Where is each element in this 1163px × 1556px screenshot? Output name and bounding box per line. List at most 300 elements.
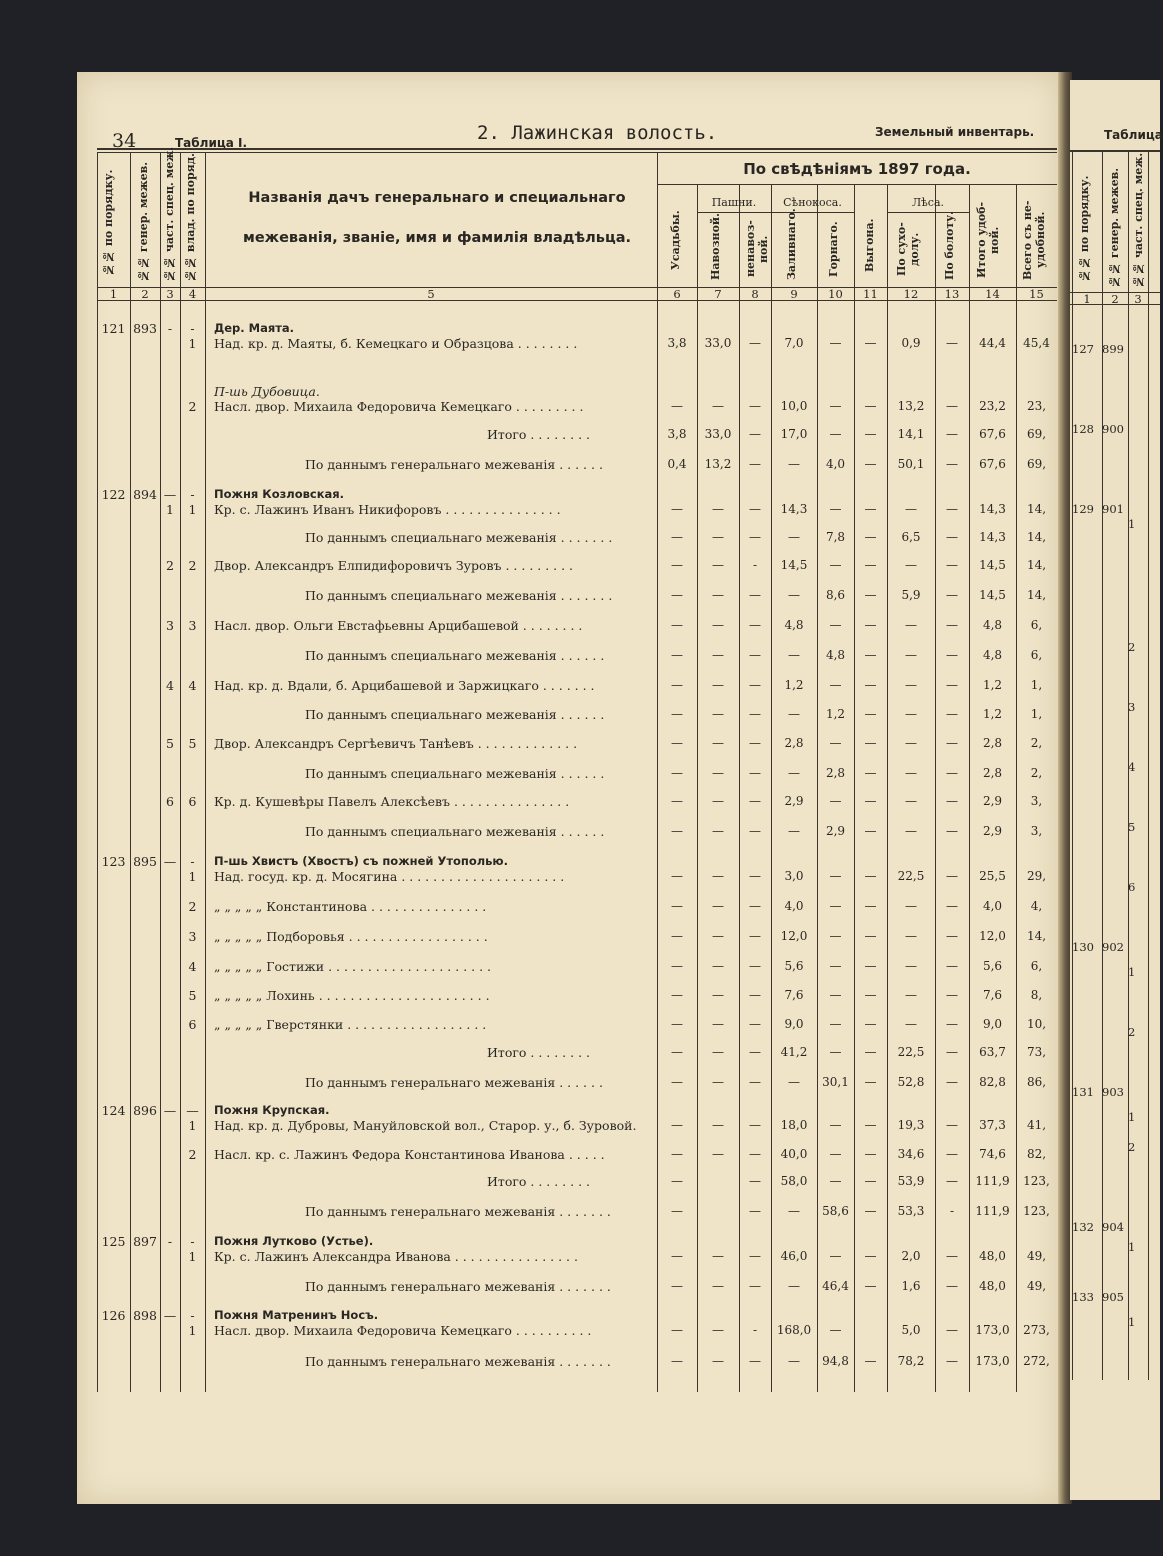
row-value: — [864, 427, 877, 441]
row-value: — [788, 1075, 800, 1089]
row-value: — [749, 399, 761, 413]
row-number-n1: 121 [101, 321, 126, 336]
row-value: — [788, 648, 800, 662]
row-number-n2: 895 [133, 854, 157, 869]
row-value: 41, [1026, 1118, 1047, 1132]
row-value: — [905, 707, 917, 721]
row-value: 3, [1030, 824, 1043, 838]
row-value: 4, [1030, 899, 1043, 913]
row-number-n3: - [167, 1234, 173, 1249]
row-value: — [749, 1174, 761, 1188]
row-value: — [829, 678, 842, 692]
row-value: 14,5 [979, 558, 1006, 572]
row-number-n4: — [186, 1103, 199, 1118]
row-number-n4: 6 [188, 794, 197, 809]
next-page-entry: 1 [1128, 517, 1136, 531]
row-number-n4: - [190, 487, 195, 502]
row-number-n4: 5 [188, 736, 197, 751]
row-number-n4: 3 [188, 618, 197, 633]
name-header-line2: межеванія, званіе, имя и фамилія владѣльца. [242, 230, 632, 246]
table-row [77, 648, 1060, 668]
row-value: 14, [1026, 558, 1047, 572]
row-value: — [671, 1354, 683, 1368]
col-header-po-bolotu: По болоту. [943, 210, 956, 280]
row-value: 46,4 [822, 1279, 849, 1293]
row-value: — [712, 1045, 724, 1059]
row-value: — [829, 502, 842, 516]
col-header-gornogo: Горнаго. [827, 221, 840, 277]
row-value: 13,2 [897, 399, 925, 413]
header-rule-top [97, 148, 1057, 150]
row-value: 25,5 [979, 869, 1006, 883]
row-value: — [671, 588, 683, 602]
row-value: 52,8 [897, 1075, 925, 1089]
row-value: — [905, 618, 917, 632]
row-value: 1,2 [784, 678, 804, 692]
row-value: — [671, 502, 683, 516]
row-value: 7,6 [982, 988, 1003, 1002]
row-value: 14, [1026, 530, 1047, 544]
row-value: — [712, 618, 724, 632]
row-value: 45,4 [1023, 336, 1050, 350]
col-header-1: №№ по порядку. [102, 169, 115, 277]
row-value: — [671, 988, 683, 1002]
row-value: — [671, 530, 683, 544]
row-value: — [749, 1204, 761, 1218]
table-label: Таблица I. [175, 136, 248, 150]
row-value: 1,2 [982, 678, 1003, 692]
row-value: — [946, 502, 958, 516]
row-value: — [788, 588, 800, 602]
next-page-vline [1072, 150, 1073, 1380]
row-value: — [946, 1147, 958, 1161]
row-value: — [749, 427, 761, 441]
row-value: — [829, 1249, 842, 1263]
row-name: По даннымъ специальнаго межеванія . . . . . . . [305, 588, 613, 603]
row-value: — [788, 766, 800, 780]
row-value: — [712, 959, 724, 973]
row-value: 82,8 [979, 1075, 1006, 1089]
row-number-n4: - [190, 1234, 195, 1249]
row-number-n2: 898 [133, 1308, 157, 1323]
col-header-vygona: Выгона. [863, 218, 876, 272]
table-row [77, 899, 1060, 919]
row-value: — [712, 929, 724, 943]
row-value: — [788, 1279, 800, 1293]
row-value: — [864, 1017, 877, 1031]
row-value: — [864, 457, 877, 471]
row-value: 50,1 [897, 457, 925, 471]
row-value: 1, [1030, 678, 1043, 692]
row-value: — [829, 1118, 842, 1132]
row-value: 123, [1023, 1204, 1050, 1218]
next-col-number: 3 [1134, 292, 1142, 306]
group-rule-senokosa [771, 212, 854, 213]
row-value: — [788, 1204, 800, 1218]
row-value: — [749, 502, 761, 516]
row-value: — [671, 1045, 683, 1059]
row-value: — [788, 707, 800, 721]
next-page-entry: 901 [1102, 502, 1124, 516]
row-name: Итого . . . . . . . . [487, 1174, 590, 1189]
row-number-n2: 893 [133, 321, 157, 336]
row-value: 173,0 [975, 1323, 1010, 1337]
row-value: — [946, 427, 958, 441]
row-value: 40,0 [780, 1147, 808, 1161]
row-value: — [671, 794, 683, 808]
row-name: Насл. двор. Михаила Федоровича Кемецкаго . . . . . . . . . [214, 399, 584, 414]
row-value: — [749, 794, 761, 808]
row-value: 12,0 [979, 929, 1006, 943]
table-row [77, 558, 1060, 578]
row-number-n1: 126 [101, 1308, 126, 1323]
row-value: — [712, 794, 724, 808]
row-value: 111,9 [975, 1204, 1010, 1218]
row-name: Насл. кр. с. Лажинъ Федора Константинова Иванова . . . . . [214, 1147, 605, 1162]
row-number-n4: 1 [188, 1118, 197, 1133]
table-row [77, 869, 1060, 889]
row-name: „ „ „ „ „ Подборовья . . . . . . . . . . . . . . . . . . [214, 929, 488, 944]
row-value: 4,8 [784, 618, 804, 632]
row-value: — [864, 824, 877, 838]
row-value: 78,2 [897, 1354, 925, 1368]
row-value: — [749, 1249, 761, 1263]
row-value: 69, [1026, 457, 1047, 471]
row-value: 6, [1030, 618, 1043, 632]
table-row [77, 457, 1060, 477]
row-value: — [749, 707, 761, 721]
row-value: 4,0 [784, 899, 804, 913]
row-value: 7,8 [825, 530, 846, 544]
row-value: — [905, 558, 917, 572]
row-value: - [752, 1323, 758, 1337]
page-number: 34 [112, 130, 137, 152]
row-value: — [864, 1075, 877, 1089]
row-value: 14,5 [979, 588, 1006, 602]
row-value: — [946, 707, 958, 721]
table-row [77, 530, 1060, 550]
col-number: 3 [166, 287, 174, 301]
row-name: Итого . . . . . . . . [487, 427, 590, 442]
next-page-entry: 2 [1128, 1140, 1136, 1154]
row-value: — [905, 502, 917, 516]
row-name: Кр. с. Лажинъ Иванъ Никифоровъ . . . . . . . . . . . . . . . [214, 502, 561, 517]
row-value: — [864, 988, 877, 1002]
table-row [77, 736, 1060, 756]
row-value: — [749, 736, 761, 750]
row-value: 67,6 [979, 457, 1006, 471]
row-value: — [829, 1174, 842, 1188]
row-value: 1,2 [825, 707, 846, 721]
next-page-entry: 904 [1102, 1220, 1124, 1234]
row-name: По даннымъ генеральнаго межеванія . . . . . . [305, 1075, 603, 1090]
row-value: 30,1 [822, 1075, 849, 1089]
row-value: — [864, 530, 877, 544]
row-value: 2, [1030, 736, 1043, 750]
row-value: — [864, 502, 877, 516]
table-row [77, 824, 1060, 844]
row-name: Пожня Матренинъ Носъ. [214, 1308, 379, 1322]
row-value: — [788, 1354, 800, 1368]
row-value: — [712, 736, 724, 750]
next-page-entry: 905 [1102, 1290, 1124, 1304]
row-value: — [946, 530, 958, 544]
row-value: 272, [1023, 1354, 1050, 1368]
row-value: — [788, 530, 800, 544]
table-row [77, 618, 1060, 638]
row-value: 0,9 [901, 336, 921, 350]
row-value: — [946, 766, 958, 780]
col-number: 5 [427, 287, 435, 301]
row-value: — [712, 824, 724, 838]
row-value: — [712, 678, 724, 692]
row-name: Двор. Александръ Сергѣевичъ Танѣевъ . . . . . . . . . . . . . [214, 736, 578, 751]
row-value: — [946, 869, 958, 883]
row-value: — [829, 899, 842, 913]
row-value: 14, [1026, 929, 1047, 943]
table-row [77, 766, 1060, 786]
row-value: — [712, 502, 724, 516]
row-name: По даннымъ генеральнаго межеванія . . . . . . . [305, 1204, 611, 1219]
row-value: — [864, 1249, 877, 1263]
section-title: 2. Лажинская волость. [477, 122, 718, 144]
row-value: 2,9 [982, 824, 1003, 838]
row-value: 3, [1030, 794, 1043, 808]
row-value: — [905, 824, 917, 838]
row-number-n1: 124 [101, 1103, 126, 1118]
row-value: — [946, 399, 958, 413]
row-value: 14, [1026, 588, 1047, 602]
row-name: „ „ „ „ „ Константинова . . . . . . . . . . . . . . . [214, 899, 487, 914]
row-value: 3,0 [784, 869, 804, 883]
row-number-n3: 4 [166, 678, 174, 693]
row-value: — [864, 707, 877, 721]
row-value: 33,0 [704, 336, 732, 350]
next-page-entry: 131 [1072, 1085, 1094, 1099]
row-name: Над. кр. д. Дубровы, Мануйловской вол., Старор. у., б. Зуровой. [214, 1118, 637, 1133]
next-page-entry: 900 [1102, 422, 1124, 436]
row-value: 14,3 [979, 502, 1006, 516]
next-col-header-2: №№ генер. межев. [1108, 167, 1121, 288]
row-value: — [864, 929, 877, 943]
row-value: 2,0 [901, 1249, 921, 1263]
row-value: — [829, 427, 842, 441]
row-value: — [864, 1354, 877, 1368]
row-value: — [864, 1279, 877, 1293]
row-value: — [749, 457, 761, 471]
row-value: — [905, 929, 917, 943]
col-number: 2 [141, 287, 149, 301]
row-name: Пожня Лутково (Устье). [214, 1234, 374, 1248]
next-page-entry: 127 [1072, 342, 1094, 356]
row-value: — [946, 336, 958, 350]
row-number-n2: 897 [133, 1234, 157, 1249]
row-value: — [712, 530, 724, 544]
row-value: 6, [1030, 648, 1043, 662]
row-value: 49, [1026, 1249, 1047, 1263]
col-number: 10 [828, 287, 843, 301]
row-value: — [829, 736, 842, 750]
group-header-lesa: Лѣса. [911, 196, 945, 209]
row-value: — [712, 648, 724, 662]
row-value: — [671, 959, 683, 973]
col-number: 11 [863, 287, 878, 301]
row-value: — [788, 824, 800, 838]
row-number-n1: 122 [101, 487, 126, 502]
row-number-n4: 1 [188, 502, 197, 517]
row-number-n3: 5 [166, 736, 174, 751]
col-header-navoznoy: Навозной. [709, 213, 722, 280]
table-row [77, 1323, 1060, 1343]
row-number-n3: — [163, 487, 177, 502]
row-value: — [829, 929, 842, 943]
row-value: — [671, 929, 683, 943]
next-page-entry: 1 [1128, 1110, 1136, 1124]
row-number-n4: 1 [188, 869, 197, 884]
row-value: 86, [1026, 1075, 1047, 1089]
row-value: — [864, 959, 877, 973]
row-value: — [749, 1147, 761, 1161]
row-value: — [864, 794, 877, 808]
row-name: Насл. двор. Михаила Федоровича Кемецкаго . . . . . . . . . . [214, 1323, 592, 1338]
row-value: 53,3 [897, 1204, 925, 1218]
row-number-n3: 2 [166, 558, 174, 573]
col-number: 15 [1029, 287, 1044, 301]
row-value: — [749, 899, 761, 913]
row-number-n4: 2 [188, 899, 197, 914]
row-value: — [829, 959, 842, 973]
row-value: — [946, 1017, 958, 1031]
row-value: 4,0 [982, 899, 1003, 913]
next-page-entry: 899 [1102, 342, 1124, 356]
row-number-n4: 5 [188, 988, 197, 1003]
row-value: — [749, 336, 761, 350]
table-row [77, 1075, 1060, 1095]
table-row [77, 988, 1060, 1008]
row-value: — [712, 766, 724, 780]
group-header-senokosa: Сѣнокоса. [783, 196, 842, 209]
table-row [77, 1017, 1060, 1037]
row-number-n4: 1 [188, 1323, 197, 1338]
col-header-usadby: Усадьбы. [669, 210, 682, 270]
row-name: По даннымъ генеральнаго межеванія . . . . . . . [305, 1279, 611, 1294]
row-value: 6,5 [901, 530, 921, 544]
row-value: — [864, 678, 877, 692]
row-value: - [949, 1204, 955, 1218]
row-value: — [749, 1354, 761, 1368]
row-value: 14,3 [979, 530, 1006, 544]
row-value: — [749, 766, 761, 780]
col-header-itogo-udob: Итого удоб-ной. [975, 201, 1001, 279]
next-page-entry: 5 [1128, 820, 1136, 834]
row-value: — [946, 794, 958, 808]
next-col-number: 2 [1111, 292, 1119, 306]
row-number-n4: 2 [188, 558, 197, 573]
row-value: 34,6 [897, 1147, 925, 1161]
col-header-2: №№ генер. межев. [137, 161, 150, 282]
row-value: 33,0 [704, 427, 732, 441]
row-value: — [905, 959, 917, 973]
col-header-nenavoznoy: ненавоз-ной. [744, 220, 770, 278]
row-value: — [671, 558, 683, 572]
row-value: — [946, 1075, 958, 1089]
row-value: — [946, 1323, 958, 1337]
row-value: — [671, 618, 683, 632]
row-value: 5,9 [901, 588, 921, 602]
col-header-po-sukhodolu: По сухо-долу. [895, 222, 921, 276]
name-header-line1: Названія дачъ генеральнаго и специальнаго [248, 190, 626, 206]
row-value: - [752, 558, 758, 572]
next-page-vline [1102, 150, 1103, 1380]
row-value: 14,3 [780, 502, 808, 516]
row-name: Кр. д. Кушевѣры Павелъ Алексѣевъ . . . . . . . . . . . . . . . [214, 794, 570, 809]
row-value: — [829, 399, 842, 413]
row-value: — [671, 766, 683, 780]
row-value: 23,2 [979, 399, 1006, 413]
row-value: 4,8 [982, 618, 1003, 632]
row-number-n4: 6 [188, 1017, 197, 1032]
row-value: 5,6 [784, 959, 804, 973]
row-value: — [946, 1045, 958, 1059]
row-value: — [946, 1354, 958, 1368]
row-value: — [905, 899, 917, 913]
row-value: 46,0 [780, 1249, 808, 1263]
row-value: 94,8 [822, 1354, 849, 1368]
row-value: — [671, 869, 683, 883]
row-value: 67,6 [979, 427, 1006, 441]
row-value: — [712, 1323, 724, 1337]
row-value: 69, [1026, 427, 1047, 441]
row-number-n4: 4 [188, 959, 197, 974]
row-value: — [946, 959, 958, 973]
row-name: Дер. Маята. [214, 321, 295, 335]
row-number-n4: - [190, 1308, 195, 1323]
row-number-n3: — [163, 1103, 177, 1118]
next-page-entry: 1 [1128, 1315, 1136, 1329]
next-page-table-label: Таблица [1104, 128, 1163, 142]
row-name: П-шь Дубовица. [214, 384, 320, 399]
row-value: 58,0 [780, 1174, 808, 1188]
row-value: — [749, 929, 761, 943]
table-row [77, 929, 1060, 949]
row-number-n1: 123 [101, 854, 126, 869]
row-value: — [671, 648, 683, 662]
row-value: — [829, 1147, 842, 1161]
row-name: По даннымъ специальнаго межеванія . . . . . . . [305, 530, 613, 545]
row-value: — [864, 869, 877, 883]
row-value: 13,2 [704, 457, 732, 471]
row-number-n4: 1 [188, 1249, 197, 1264]
row-value: 123, [1023, 1174, 1050, 1188]
row-value: — [864, 588, 877, 602]
table-row [77, 399, 1060, 419]
col-number: 12 [903, 287, 919, 301]
row-value: 9,0 [982, 1017, 1003, 1031]
row-value: 0,4 [667, 457, 687, 471]
row-value: — [671, 736, 683, 750]
row-value: — [671, 1204, 683, 1218]
row-value: — [829, 336, 842, 350]
row-value: — [712, 1147, 724, 1161]
row-value: 22,5 [897, 1045, 925, 1059]
row-value: 12,0 [780, 929, 808, 943]
next-page-entry: 129 [1072, 502, 1094, 516]
row-number-n3: — [163, 1308, 177, 1323]
row-value: — [671, 1323, 683, 1337]
row-value: — [671, 1075, 683, 1089]
row-value: 74,6 [979, 1147, 1006, 1161]
col-number: 1 [109, 287, 118, 301]
